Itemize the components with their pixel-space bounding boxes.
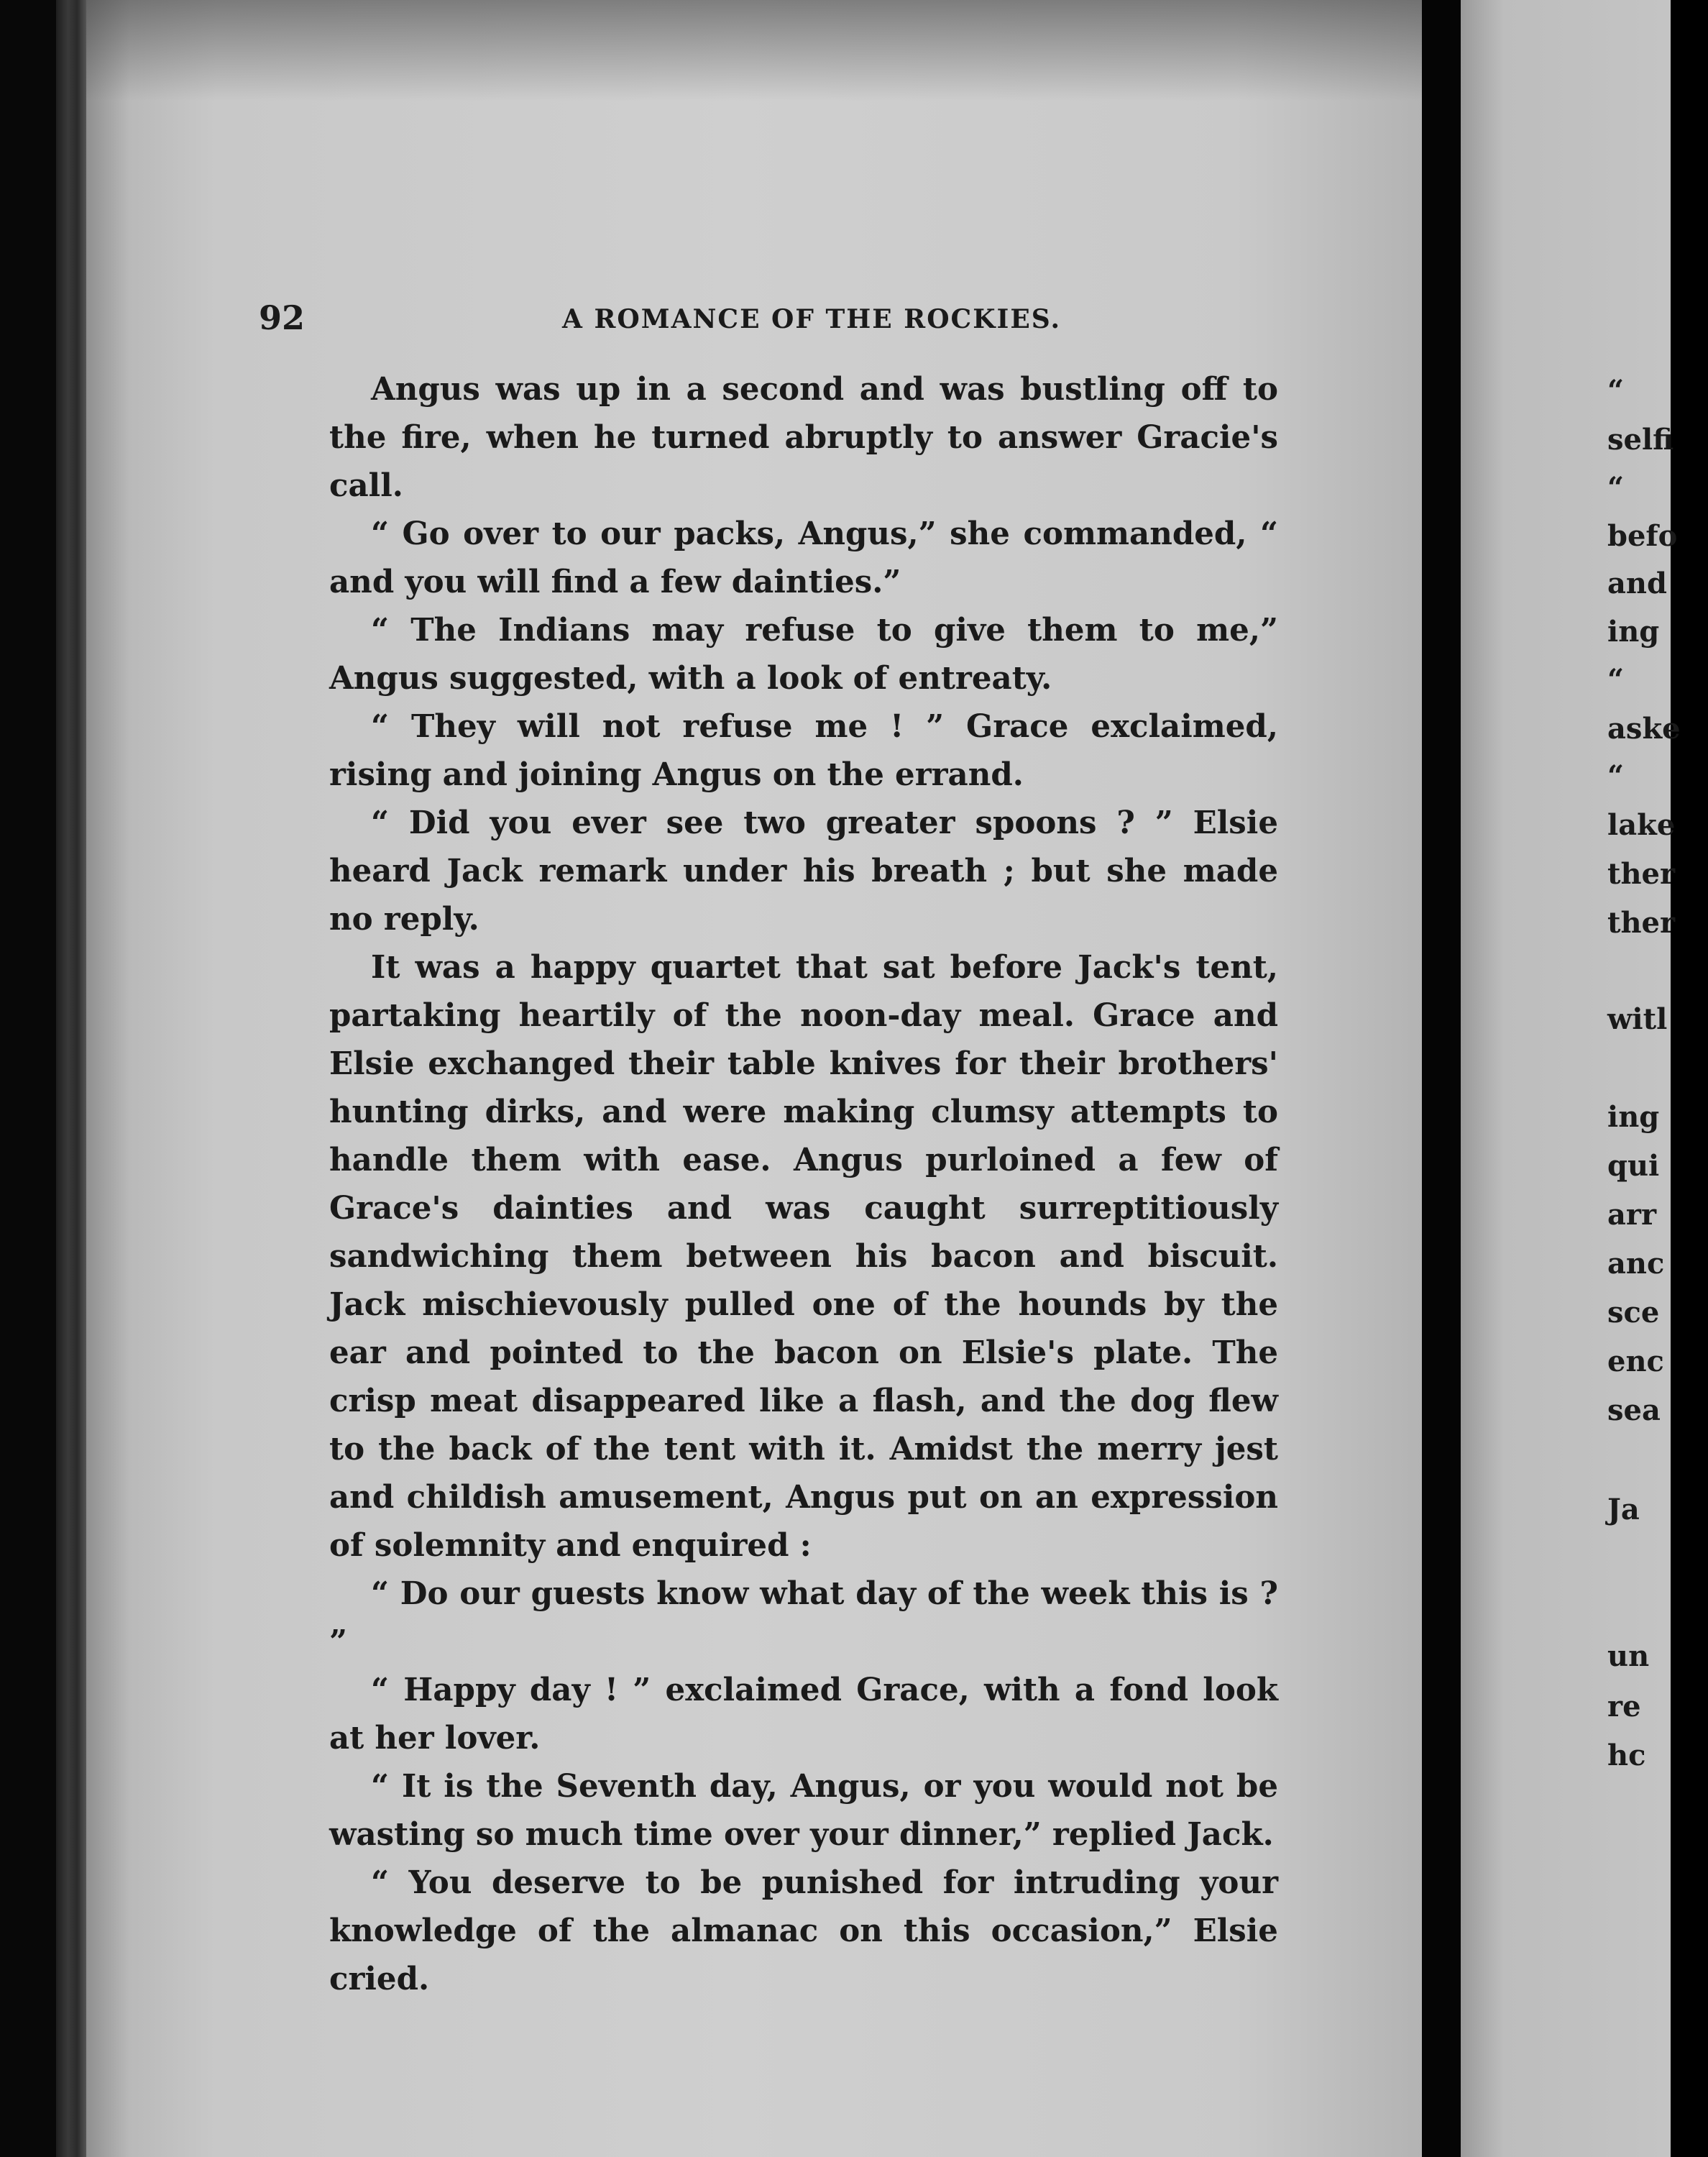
facing-fragment: sea: [1607, 1393, 1661, 1427]
page-body: [329, 365, 1278, 2003]
facing-fragment: lake: [1607, 808, 1676, 842]
facing-fragment: anc: [1607, 1247, 1665, 1281]
paragraph: “ You deserve to be punished for intruding your knowledge of the almanac on this occasion,” Elsie cried.: [329, 1864, 1278, 1997]
paragraph: It was a happy quartet that sat before Jack's tent, partaking heartily of the noon-day meal. Grace and Elsie exchanged their table knives for their brothers' hunting dirks, and were making clumsy attempts to handle them with ease. Angus purloined a few of Grace's dainties and was caught surreptitiously sandwiching them between his bacon and biscuit. Jack mischievously pulled one of the hounds by the ear and pointed to the bacon on Elsie's plate. The crisp meat disappeared like a flash, and the dog flew to the back of the tent with it. Amidst the merry jest and childish amusement, Angus put on an expression of solemnity and enquired :: [329, 949, 1278, 1564]
facing-fragment: witl: [1607, 1002, 1668, 1036]
facing-fragment: “: [1607, 374, 1625, 408]
book-page-right: [1461, 0, 1674, 2157]
paragraph: Angus was up in a second and was bustling off to the fire, when he turned abruptly to answer Gracie's call.: [329, 371, 1278, 504]
paragraph: “ Go over to our packs, Angus,” she commanded, “ and you will find a few dainties.”: [329, 516, 1278, 600]
facing-fragment: aske: [1607, 712, 1681, 746]
facing-fragment: and: [1607, 567, 1667, 600]
page-shadow: [86, 0, 1422, 101]
page-gutter: [1422, 0, 1461, 2157]
facing-fragment: hc: [1607, 1739, 1646, 1772]
facing-fragment: arr: [1607, 1198, 1657, 1232]
running-head: [259, 298, 1380, 342]
facing-fragment: “: [1607, 759, 1625, 793]
facing-fragment: befo: [1607, 519, 1678, 553]
scan-left-border: [0, 0, 56, 2157]
facing-fragment: qui: [1607, 1149, 1660, 1183]
paragraph: “ Happy day ! ” exclaimed Grace, with a fond look at her lover.: [329, 1672, 1278, 1757]
facing-fragment: Ja: [1607, 1493, 1640, 1526]
facing-fragment: “: [1607, 663, 1625, 697]
facing-fragment: re: [1607, 1690, 1641, 1723]
paragraph: “ Do our guests know what day of the week this is ? ”: [329, 1575, 1278, 1660]
running-title: A ROMANCE OF THE ROCKIES.: [562, 304, 1062, 334]
paragraph: “ They will not refuse me ! ” Grace exclaimed, rising and joining Angus on the errand.: [329, 708, 1278, 793]
paragraph: “ The Indians may refuse to give them to me,” Angus suggested, with a look of entreaty.: [329, 612, 1278, 697]
facing-fragment: “: [1607, 471, 1625, 505]
facing-fragment: selfi: [1607, 423, 1674, 457]
page-number: 92: [259, 298, 306, 337]
facing-fragment: sce: [1607, 1296, 1660, 1329]
facing-fragment: un: [1607, 1639, 1650, 1673]
facing-fragment: ther: [1607, 906, 1676, 940]
facing-fragment: ing: [1607, 1100, 1660, 1134]
facing-fragment: enc: [1607, 1345, 1664, 1378]
facing-fragment: ther: [1607, 857, 1676, 891]
facing-fragment: ing: [1607, 615, 1660, 649]
paragraph: “ It is the Seventh day, Angus, or you would not be wasting so much time over your dinner,” replied Jack.: [329, 1768, 1278, 1853]
book-binding-edge: [56, 0, 86, 2157]
paragraph: “ Did you ever see two greater spoons ? ” Elsie heard Jack remark under his breath ; but she made no reply.: [329, 805, 1278, 938]
